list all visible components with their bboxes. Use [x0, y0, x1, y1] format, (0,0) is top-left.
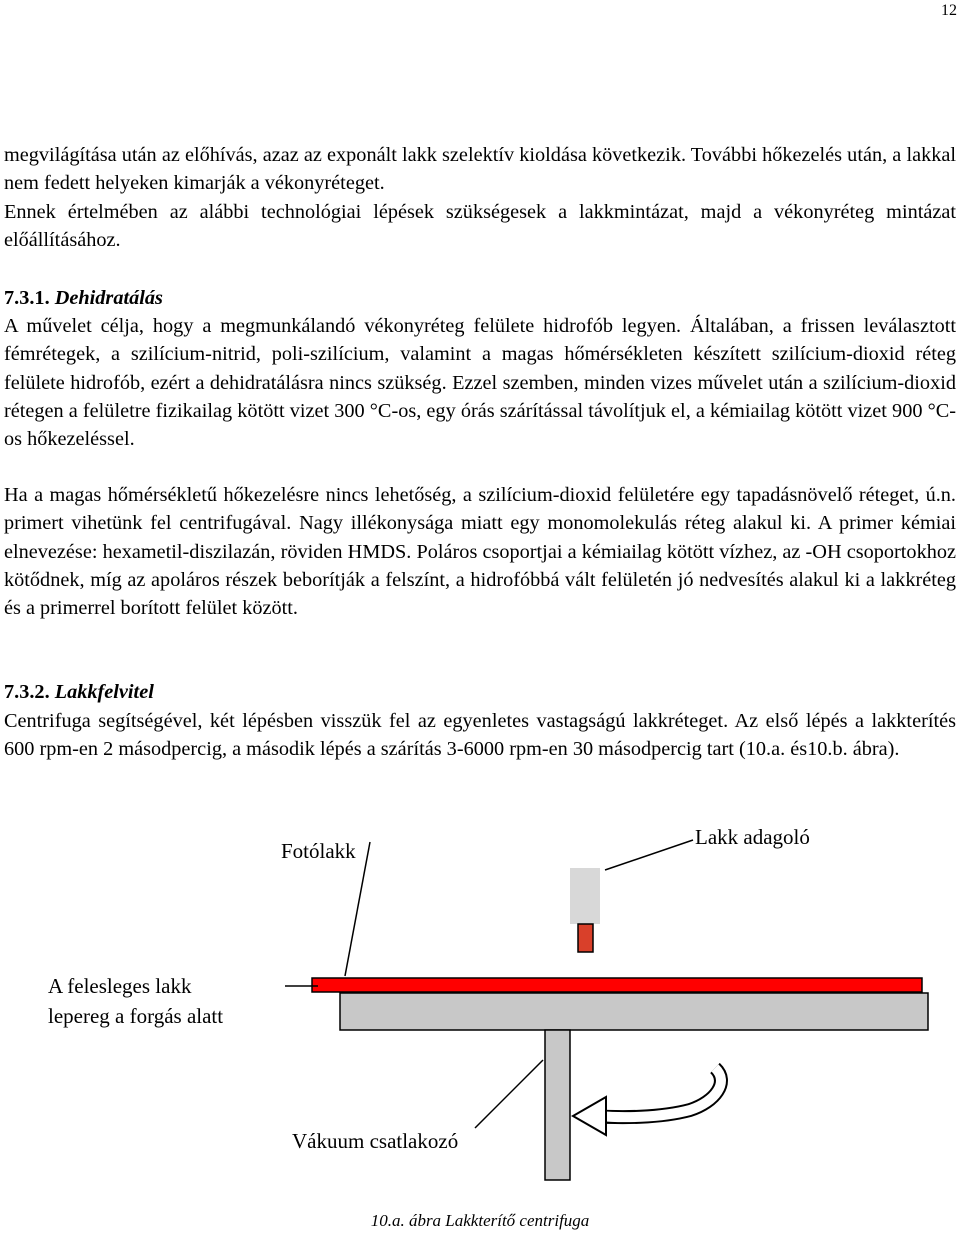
spin-coater-diagram	[0, 810, 960, 1210]
chuck-plate	[340, 993, 928, 1030]
spindle-shaft	[545, 1030, 570, 1180]
label-excess-line-1: A felesleges lakk	[48, 974, 192, 998]
section-number: 7.3.1.	[4, 287, 50, 309]
dispenser-body	[570, 868, 600, 924]
page-number: 12	[941, 2, 957, 19]
dehydration-paragraph-1: A művelet célja, hogy a megmunkálandó vékonyréteg felülete hidrofób legyen. Általában, a frissen leválasztott fémrétegek, a szilícium-nitrid, poli-szilícium, valamint a magas hőmérsékleten készített szilícium-dioxid réteg felülete hidrofób, ezért a dehidratálásra nincs szükség. Ezzel szemben, minden vizes művelet után a szilícium-dioxid rétegen a felületre fizikailag kötött vizet 300 °C-os, egy órás szárítással távolítjuk el, a kémiailag kötött vizet 900 °C-os hőkezeléssel.	[4, 315, 956, 451]
dehydration-paragraph-2: Ha a magas hőmérsékletű hőkezelésre nincs lehetőség, a szilícium-dioxid felületére egy tapadásnövelő réteget, ú.n. primert vihetünk fel centrifugával. Nagy illékonysága miatt egy monomolekulás réteg alakul ki. A primer kémiai elnevezése: hexametil-diszilazán, röviden HMDS. Poláros csoportjai a kémiailag kötött vízhez, az -OH csoportokhoz kötődnek, míg az apoláros részek beborítják a felszínt, a hidrofóbbá vált felületén jó nedvesítés alakul ki a lakkréteg és a primerrel borított felület között.	[4, 484, 956, 620]
label-vacuum: Vákuum csatlakozó	[292, 1129, 459, 1153]
leader-dispenser	[605, 840, 693, 870]
section-number: 7.3.2.	[4, 681, 50, 703]
rotation-arrowhead	[573, 1097, 606, 1135]
label-photoresist: Fotólakk	[281, 839, 356, 863]
section-title: Lakkfelvitel	[54, 681, 154, 703]
dispenser-tip	[578, 924, 593, 952]
figure-caption: 10.a. ábra Lakkterítő centrifuga	[370, 1211, 590, 1230]
photoresist-layer	[312, 978, 922, 992]
section-heading-dehydration	[4, 284, 163, 312]
intro-paragraph-2: Ennek értelmében az alábbi technológiai lépések szükségesek a lakkmintázat, majd a vékonyréteg mintázat előállításához.	[4, 201, 956, 252]
resist-coating-paragraph: Centrifuga segítségével, két lépésben visszük fel az egyenletes vastagságú lakkréteget. Az első lépés a lakkterítés 600 rpm-en 2 másodpercig, a második lépés a szárítás 3-6000 rpm-en 30 másodpercig tart (10.a. és10.b. ábra).	[4, 710, 956, 761]
label-dispenser: Lakk adagoló	[695, 825, 810, 849]
section-title: Dehidratálás	[54, 287, 163, 309]
intro-paragraph: megvilágítása után az előhívás, azaz az exponált lakk szelektív kioldása következik. További hőkezelés után, a lakkal nem fedett helyeken kimarják a vékonyréteget.	[4, 144, 956, 195]
leader-vacuum	[475, 1060, 543, 1128]
label-excess-line-2: lepereg a forgás alatt	[48, 1004, 224, 1028]
section-heading-resist-coating	[4, 678, 154, 706]
